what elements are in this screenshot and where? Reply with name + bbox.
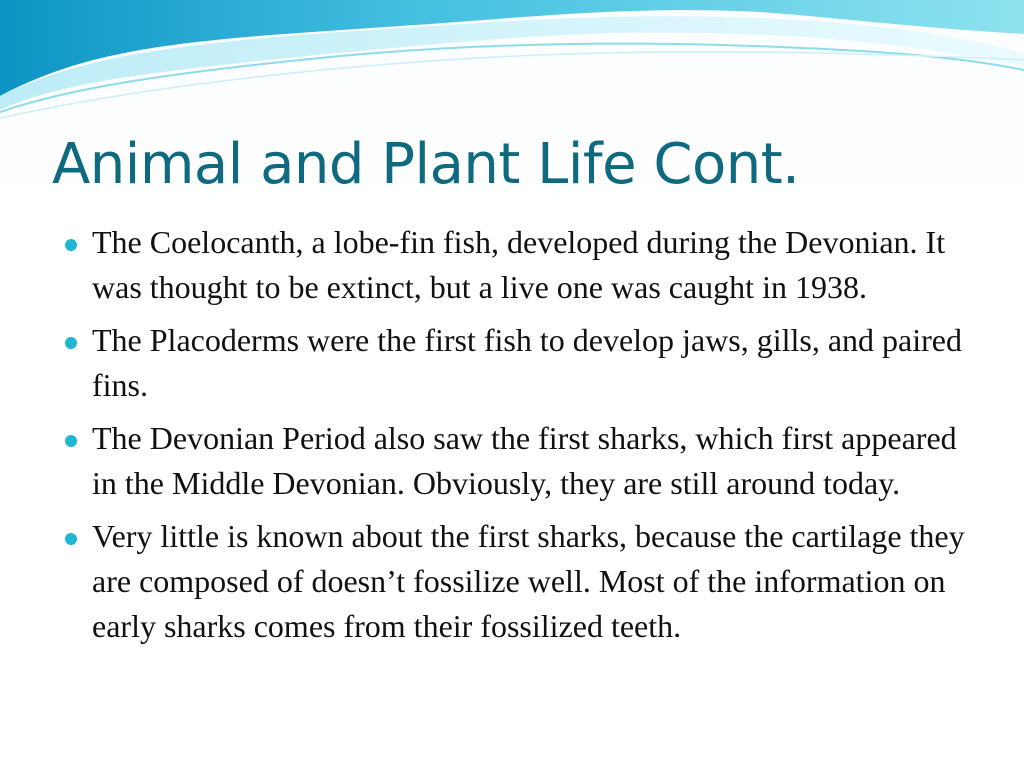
bullet-dot-icon — [65, 533, 77, 545]
bullet-item-coelocanth — [92, 220, 972, 310]
wave-header-decoration — [0, 0, 1024, 120]
bullet-dot-icon — [65, 239, 77, 251]
bullet-item-shark-fossils — [92, 514, 972, 649]
bullet-dot-icon — [65, 337, 77, 349]
bullet-text: The Devonian Period also saw the first sharks, which first appeared in the Middle Devonian. Obviously, they are still around today. — [92, 420, 957, 501]
bullet-dot-icon — [65, 435, 77, 447]
slide-title: Animal and Plant Life Cont. — [52, 132, 800, 197]
bullet-item-first-sharks — [92, 416, 972, 506]
bullet-text: Very little is known about the first sharks, because the cartilage they are composed of doesn’t fossilize well. Most of the information on early sharks comes from their fossilized teeth. — [92, 518, 965, 644]
bullet-text: The Coelocanth, a lobe-fin fish, developed during the Devonian. It was thought to be extinct, but a live one was caught in 1938. — [92, 224, 946, 305]
bullet-text: The Placoderms were the first fish to develop jaws, gills, and paired fins. — [92, 322, 962, 403]
bullet-list — [92, 220, 972, 657]
wave-band-primary — [0, 0, 1024, 96]
bullet-item-placoderms — [92, 318, 972, 408]
